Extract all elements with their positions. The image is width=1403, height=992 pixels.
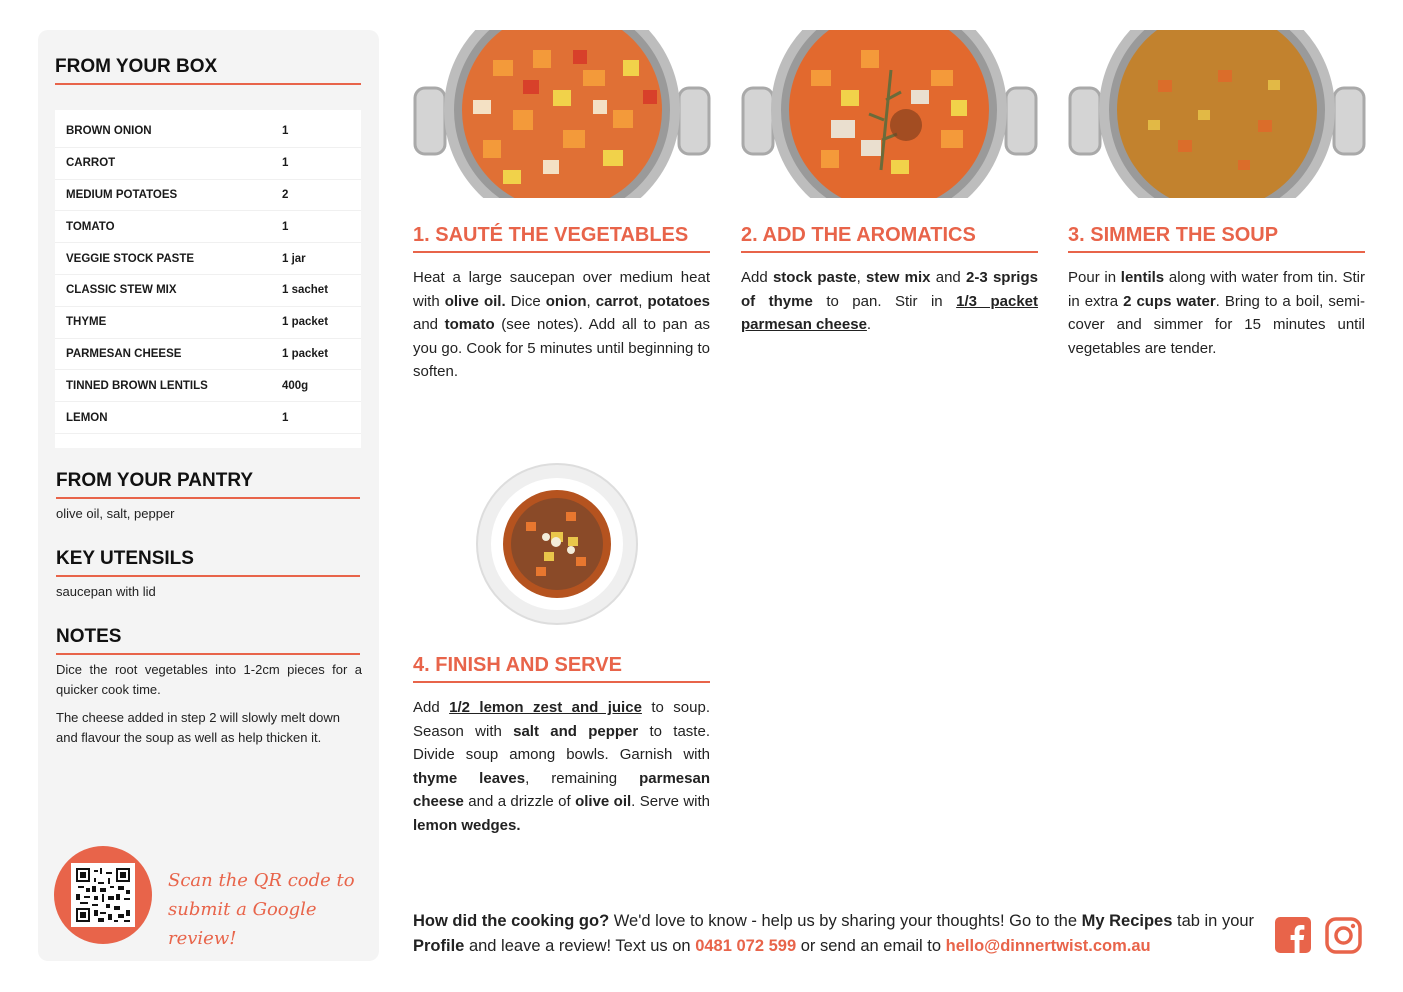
ingredient-qty: 1 sachet xyxy=(282,284,329,297)
ingredient-name: THYME xyxy=(66,316,107,329)
step-text-underline: 1/3 packet parmesan cheese xyxy=(741,292,1039,333)
step-text-bold: 2-3 sprigs of thyme xyxy=(741,269,1038,310)
step-text-span: , xyxy=(856,269,867,286)
phone-link[interactable]: 0481 072 599 xyxy=(695,937,797,955)
step-2-title: 2. ADD THE AROMATICS xyxy=(741,224,1038,253)
email-link[interactable]: hello@dinnertwist.com.au xyxy=(945,937,1151,955)
pantry-text: olive oil, salt, pepper xyxy=(56,506,175,521)
ingredient-name: BROWN ONION xyxy=(66,125,152,138)
ingredient-qty: 2 xyxy=(282,188,289,201)
step-3-photo xyxy=(1068,30,1366,198)
step-text-bold: salt and pepper xyxy=(513,722,639,740)
step-text-span: Add xyxy=(741,269,773,286)
step-text-span: Add xyxy=(413,699,450,716)
step-text-span: Pour in xyxy=(1068,269,1121,286)
notes-title: NOTES xyxy=(56,626,360,655)
ingredient-name: PARMESAN CHEESE xyxy=(66,347,182,360)
step-text-bold: olive oil xyxy=(575,793,632,810)
ingredient-name: TINNED BROWN LENTILS xyxy=(66,379,208,392)
box-ingredients-table xyxy=(55,110,361,448)
ingredient-qty: 1 xyxy=(282,220,289,233)
sidebar xyxy=(38,30,379,961)
footer-text: or send an email to xyxy=(796,937,946,955)
ingredient-qty: 1 jar xyxy=(282,252,306,265)
step-text-span: (see notes). Add all to pan as you go. Cook for 5 minutes until beginning to soften. xyxy=(413,316,710,380)
ingredient-name: CARROT xyxy=(66,157,116,170)
qr-caption-line-2: submit a Google review! xyxy=(168,899,317,949)
step-text-bold: 2 cups water xyxy=(1123,292,1216,310)
step-text-bold: lentils xyxy=(1120,269,1165,286)
qr-code-icon xyxy=(71,863,135,927)
ingredient-name: LEMON xyxy=(66,411,108,424)
step-3-text xyxy=(1068,266,1365,360)
footer-text: tab in your xyxy=(1172,912,1255,930)
table-row xyxy=(55,402,361,434)
ingredient-qty: 1 packet xyxy=(282,316,329,329)
step-text-bold: onion xyxy=(545,292,587,310)
table-row xyxy=(55,180,361,212)
ingredient-name: MEDIUM POTATOES xyxy=(66,188,178,201)
table-row xyxy=(55,370,361,402)
footer-bold: Profile xyxy=(413,937,465,955)
table-row xyxy=(55,275,361,307)
step-text-bold: carrot xyxy=(595,292,639,310)
step-1-title: 1. SAUTÉ THE VEGETABLES xyxy=(413,224,710,253)
table-row xyxy=(55,243,361,275)
feedback-footer xyxy=(413,909,1263,959)
ingredient-qty: 400g xyxy=(282,379,309,392)
step-text-span: , remaining xyxy=(525,769,640,787)
step-text-bold: potatoes xyxy=(647,292,711,310)
qr-badge xyxy=(54,846,152,944)
step-text-span: and a drizzle of xyxy=(463,793,576,810)
step-text-span: . xyxy=(866,316,872,333)
step-4-title: 4. FINISH AND SERVE xyxy=(413,654,710,683)
step-2-photo xyxy=(741,30,1038,198)
utensils-text: saucepan with lid xyxy=(56,584,156,599)
from-your-box-title: FROM YOUR BOX xyxy=(55,56,361,85)
step-1-photo xyxy=(413,30,711,198)
step-text-bold: stew mix xyxy=(866,269,931,286)
ingredient-name: TOMATO xyxy=(66,220,115,233)
step-text-span: and xyxy=(930,269,967,286)
ingredient-qty: 1 xyxy=(282,125,289,138)
step-text-span: to taste. Divide soup among bowls. Garnish with xyxy=(413,722,710,763)
instagram-icon[interactable] xyxy=(1325,917,1363,955)
step-text-span: to pan. Stir in xyxy=(812,292,957,310)
step-text-bold: stock paste xyxy=(772,269,857,286)
step-text-span: Heat a large saucepan over medium heat with xyxy=(413,269,710,310)
step-2-text xyxy=(741,266,1038,337)
qr-caption xyxy=(168,866,368,953)
ingredient-name: VEGGIE STOCK PASTE xyxy=(66,252,195,265)
footer-bold: How did the cooking go? xyxy=(413,912,610,930)
step-text-span: , xyxy=(638,292,648,310)
step-text-span: to soup. Season with xyxy=(413,699,710,740)
step-text-span: , xyxy=(586,292,596,310)
table-row xyxy=(55,211,361,243)
footer-text: We'd love to know - help us by sharing your thoughts! Go to the xyxy=(609,912,1082,930)
table-row xyxy=(55,307,361,339)
table-row xyxy=(55,148,361,180)
step-4-photo xyxy=(476,462,638,627)
ingredient-qty: 1 xyxy=(282,411,289,424)
from-your-pantry-title: FROM YOUR PANTRY xyxy=(56,470,360,499)
qr-caption-line-1: Scan the QR code to xyxy=(168,870,355,891)
step-text-bold: lemon wedges. xyxy=(413,816,521,834)
note-2: The cheese added in step 2 will slowly melt down and flavour the soup as well as help thicken it. xyxy=(56,710,340,745)
facebook-icon[interactable] xyxy=(1275,917,1313,955)
ingredient-qty: 1 packet xyxy=(282,347,329,360)
step-text-bold: thyme leaves xyxy=(413,769,526,787)
table-row xyxy=(55,339,361,371)
step-text-span: along with water from tin. Stir in extra xyxy=(1068,269,1365,310)
footer-text: and leave a review! Text us on xyxy=(464,937,696,955)
step-1-text xyxy=(413,266,710,384)
step-text-span: . Bring to a boil, semi-cover and simmer for 15 minutes until vegetables are tender. xyxy=(1068,292,1366,357)
ingredient-name: CLASSIC STEW MIX xyxy=(66,284,177,297)
ingredient-qty: 1 xyxy=(282,157,289,170)
step-text-bold: parmesan cheese xyxy=(413,769,710,810)
footer-bold: My Recipes xyxy=(1081,912,1173,930)
step-text-underline: 1/2 lemon zest and juice xyxy=(449,699,642,716)
step-text-span: Dice xyxy=(505,292,546,310)
table-row xyxy=(55,116,361,148)
step-4-text xyxy=(413,696,710,837)
key-utensils-title: KEY UTENSILS xyxy=(56,548,360,577)
step-3-title: 3. SIMMER THE SOUP xyxy=(1068,224,1365,253)
step-text-span: and xyxy=(413,316,445,333)
step-text-bold: olive oil. xyxy=(444,292,506,310)
note-1: Dice the root vegetables into 1-2cm pieces for a quicker cook time. xyxy=(56,662,362,697)
step-text-span: . Serve with xyxy=(631,793,710,810)
step-text-bold: tomato xyxy=(444,316,495,333)
